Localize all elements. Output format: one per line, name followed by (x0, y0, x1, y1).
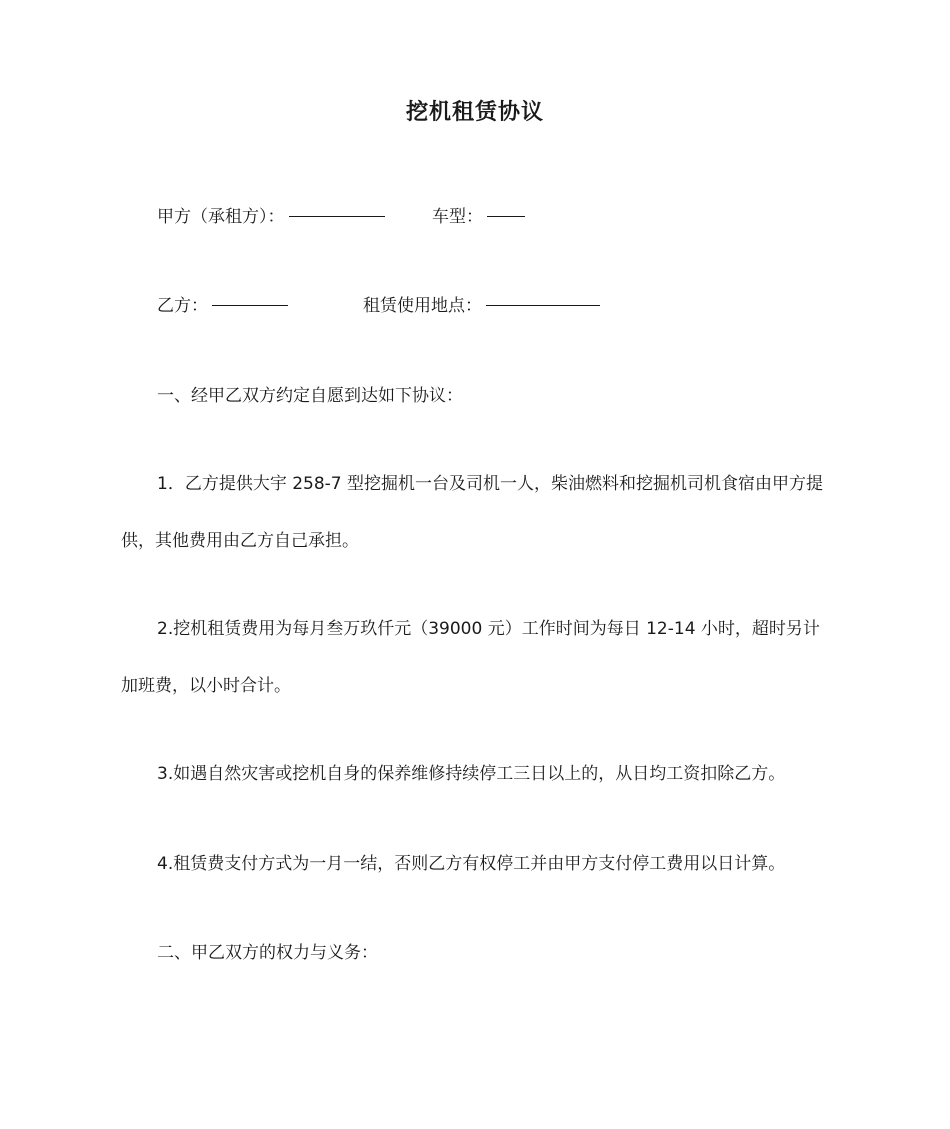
party-b-label: 乙方： (157, 296, 208, 316)
party-a-blank (289, 216, 385, 217)
location-line (363, 293, 600, 319)
party-a-line (157, 204, 385, 230)
clause-4: 4.租赁费支付方式为一月一结，否则乙方有权停工并由甲方支付停工费用以日计算。 (157, 854, 786, 874)
clause-2: 2.挖机租赁费用为每月叁万玖仟元（39000 元）工作时间为每日 12-14 小时，超时另计加班费，以小时合计。 (121, 619, 820, 696)
clause-3: 3.如遇自然灾害或挖机自身的保养维修持续停工三日以上的，从日均工资扣除乙方。 (157, 764, 786, 784)
vehicle-type-label: 车型： (432, 207, 483, 227)
party-b-line (157, 293, 288, 319)
section-1-heading: 一、经甲乙双方约定自愿到达如下协议： (157, 386, 463, 406)
location-label: 租赁使用地点： (363, 296, 482, 316)
vehicle-type-blank (487, 216, 525, 217)
section-2-heading: 二、甲乙双方的权力与义务： (157, 943, 378, 963)
vehicle-type-line (432, 204, 525, 230)
clause-1: 1．乙方提供大宇 258-7 型挖掘机一台及司机一人，柴油燃料和挖掘机司机食宿由甲方提供，其他费用由乙方自己承担。 (121, 474, 824, 551)
location-blank (486, 305, 600, 306)
party-b-blank (212, 305, 288, 306)
document-title: 挖机租赁协议 (405, 100, 544, 125)
party-a-label: 甲方（承租方）： (157, 207, 285, 227)
